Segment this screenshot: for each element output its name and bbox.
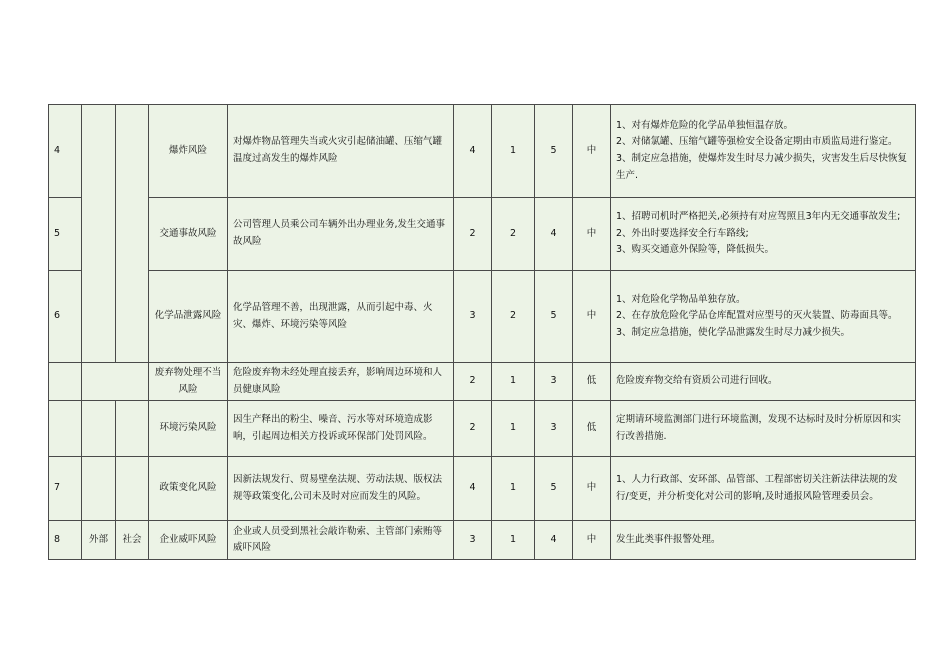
table-row <box>49 198 916 271</box>
risk-description: 化学品管理不善，出现泄露，从而引起中毒、火灾、爆炸、环境污染等风险 <box>228 271 454 363</box>
possibility-value: 2 <box>454 198 492 271</box>
countermeasures <box>611 271 916 363</box>
score-value: 5 <box>535 457 573 521</box>
measure-line: 3、制定应急措施，使化学品泄露发生时尽力减少损失。 <box>616 326 851 338</box>
countermeasures <box>611 198 916 271</box>
possibility-value: 3 <box>454 521 492 560</box>
score-value: 5 <box>535 105 573 198</box>
category-cell <box>82 401 116 457</box>
measure-line: 1、招聘司机时严格把关,必须持有对应驾照且3年内无交通事故发生; <box>616 211 901 223</box>
measure-line: 1、人力行政部、安环部、品管部、工程部密切关注新法律法规的发行/变更，并分析变化对公司的影响,及时通报风险管理委员会。 <box>616 474 898 502</box>
measure-line: 定期请环境监测部门进行环境监测，发现不达标时及时分析原因和实行改善措施. <box>616 414 902 442</box>
risk-level: 中 <box>573 105 611 198</box>
table-row <box>49 401 916 457</box>
measure-line: 发生此类事件报警处理。 <box>616 533 721 545</box>
countermeasures <box>611 363 916 401</box>
risk-name: 爆炸风险 <box>149 105 228 198</box>
severity-value: 2 <box>492 198 535 271</box>
row-number: 5 <box>49 198 82 271</box>
risk-description: 对爆炸物品管理失当或火灾引起储油罐、压缩气罐温度过高发生的爆炸风险 <box>228 105 454 198</box>
category-cell: 外部 <box>82 521 116 560</box>
possibility-value: 2 <box>454 363 492 401</box>
risk-description: 企业或人员受到黑社会敲诈勒索、主管部门索贿等威吓风险 <box>228 521 454 560</box>
risk-level: 中 <box>573 457 611 521</box>
risk-level: 低 <box>573 401 611 457</box>
category-cell <box>82 105 116 363</box>
risk-level: 中 <box>573 521 611 560</box>
risk-name: 政策变化风险 <box>149 457 228 521</box>
table-row <box>49 271 916 363</box>
risk-name: 废弃物处理不当风险 <box>149 363 228 401</box>
risk-description: 公司管理人员乘公司车辆外出办理业务,发生交通事故风险 <box>228 198 454 271</box>
measure-line: 1、对危险化学物品单独存放。 <box>616 293 746 305</box>
table-row <box>49 363 916 401</box>
score-value: 4 <box>535 521 573 560</box>
severity-value: 1 <box>492 105 535 198</box>
risk-assessment-table <box>48 104 916 560</box>
table-row <box>49 457 916 521</box>
severity-value: 1 <box>492 401 535 457</box>
risk-level: 中 <box>573 198 611 271</box>
subcategory-cell <box>116 105 149 363</box>
possibility-value: 2 <box>454 401 492 457</box>
measure-line: 2、在存放危险化学品仓库配置对应型号的灭火装置、防毒面具等。 <box>616 310 898 322</box>
countermeasures <box>611 105 916 198</box>
row-number <box>49 363 82 401</box>
score-value: 5 <box>535 271 573 363</box>
possibility-value: 3 <box>454 271 492 363</box>
measure-line: 2、对储氯罐、压缩气罐等强检安全设备定期由市质监局进行鉴定。 <box>616 136 898 148</box>
row-number: 7 <box>49 457 82 521</box>
countermeasures <box>611 521 916 560</box>
risk-description: 危险废弃物未经处理直接丢弃，影响周边环境和人员健康风险 <box>228 363 454 401</box>
risk-description: 因生产释出的粉尘、噪音、污水等对环境造成影响，引起周边相关方投诉或环保部门处罚风险。 <box>228 401 454 457</box>
risk-name: 化学品泄露风险 <box>149 271 228 363</box>
possibility-value: 4 <box>454 105 492 198</box>
category-cell <box>82 363 149 401</box>
measure-line: 危险废弃物交给有资质公司进行回收。 <box>616 375 778 387</box>
risk-description: 因新法规发行、贸易壁垒法规、劳动法规、版权法规等政策变化,公司未及时对应而发生的风险。 <box>228 457 454 521</box>
risk-level: 中 <box>573 271 611 363</box>
score-value: 3 <box>535 363 573 401</box>
risk-level: 低 <box>573 363 611 401</box>
risk-name: 环境污染风险 <box>149 401 228 457</box>
countermeasures <box>611 401 916 457</box>
measure-line: 3、制定应急措施，使爆炸发生时尽力减少损失，灾害发生后尽快恢复生产. <box>616 153 908 181</box>
score-value: 3 <box>535 401 573 457</box>
table-row <box>49 105 916 198</box>
severity-value: 2 <box>492 271 535 363</box>
measure-line: 1、对有爆炸危险的化学品单独恒温存放。 <box>616 119 794 131</box>
row-number: 4 <box>49 105 82 198</box>
risk-name: 交通事故风险 <box>149 198 228 271</box>
category-cell <box>82 457 116 521</box>
risk-name: 企业威吓风险 <box>149 521 228 560</box>
row-number: 6 <box>49 271 82 363</box>
severity-value: 1 <box>492 521 535 560</box>
measure-line: 3、购买交通意外保险等，降低损失。 <box>616 244 775 256</box>
score-value: 4 <box>535 198 573 271</box>
subcategory-cell: 社会 <box>116 521 149 560</box>
countermeasures <box>611 457 916 521</box>
row-number <box>49 401 82 457</box>
subcategory-cell <box>116 457 149 521</box>
row-number: 8 <box>49 521 82 560</box>
subcategory-cell <box>116 401 149 457</box>
possibility-value: 4 <box>454 457 492 521</box>
table-row <box>49 521 916 560</box>
severity-value: 1 <box>492 457 535 521</box>
severity-value: 1 <box>492 363 535 401</box>
measure-line: 2、外出时要选择安全行车路线; <box>616 227 749 239</box>
